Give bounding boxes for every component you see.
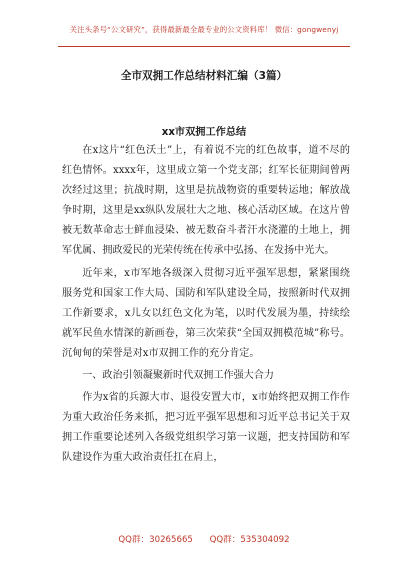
paragraph: 在x这片“红色沃土”上，有着说不完的红色故事，道不尽的红色情怀。xxxx年，这里成立第一个党支部；红军长征期间曾两次经过这里；抗战时期，这里是抗战物资的重要转运地；解放战争时期，这里是xx纵队发展壮大之地、核心活动区域。在这片曾被无数革命志士鲜血浸染、被无数奋斗者汗水浇灌的土地上，拥军优属、拥政爱民的光荣传统在传承中弘扬、在发扬中光大。 bbox=[62, 145, 350, 257]
document-body bbox=[62, 141, 350, 469]
footer-qq-group-2: QQ群：535304092 bbox=[209, 535, 290, 545]
paragraph: 作为x省的兵源大市、退役安置大市，x市始终把双拥工作作为重大政治任务来抓，把习近平强军思想和习近平总书记关于双拥工作重要论述列入各级党组织学习第一议题，把支持国防和军队建设作为重大政治责任扛在肩上， bbox=[62, 392, 350, 464]
header-divider bbox=[58, 46, 350, 47]
footer-contact bbox=[0, 533, 408, 545]
section-title: xx市双拥工作总结 bbox=[161, 127, 247, 138]
paragraph: 近年来，x市军地各级深入贯彻习近平强军思想，紧紧围绕服务党和国家工作大局、国防和军队建设全局，按照新时代双拥工作新要求，x儿女以红色文化为笔，以时代发展为墨，持续绘就军民鱼水情深的新画卷，第三次荣获“全国双拥模范城”称号。沉甸甸的荣誉是对x市双拥工作的充分肯定。 bbox=[62, 267, 350, 359]
subheading: 一、政治引领凝聚新时代双拥工作强大合力 bbox=[82, 370, 274, 382]
footer-qq-group-1: QQ群：30265665 bbox=[118, 535, 193, 545]
document-title: 全市双拥工作总结材料汇编（3篇） bbox=[120, 70, 288, 82]
header-note: 关注头条号“公文研究”，获得最新最全最专业的公文资料库！ 微信：gongwenyj bbox=[69, 25, 339, 34]
